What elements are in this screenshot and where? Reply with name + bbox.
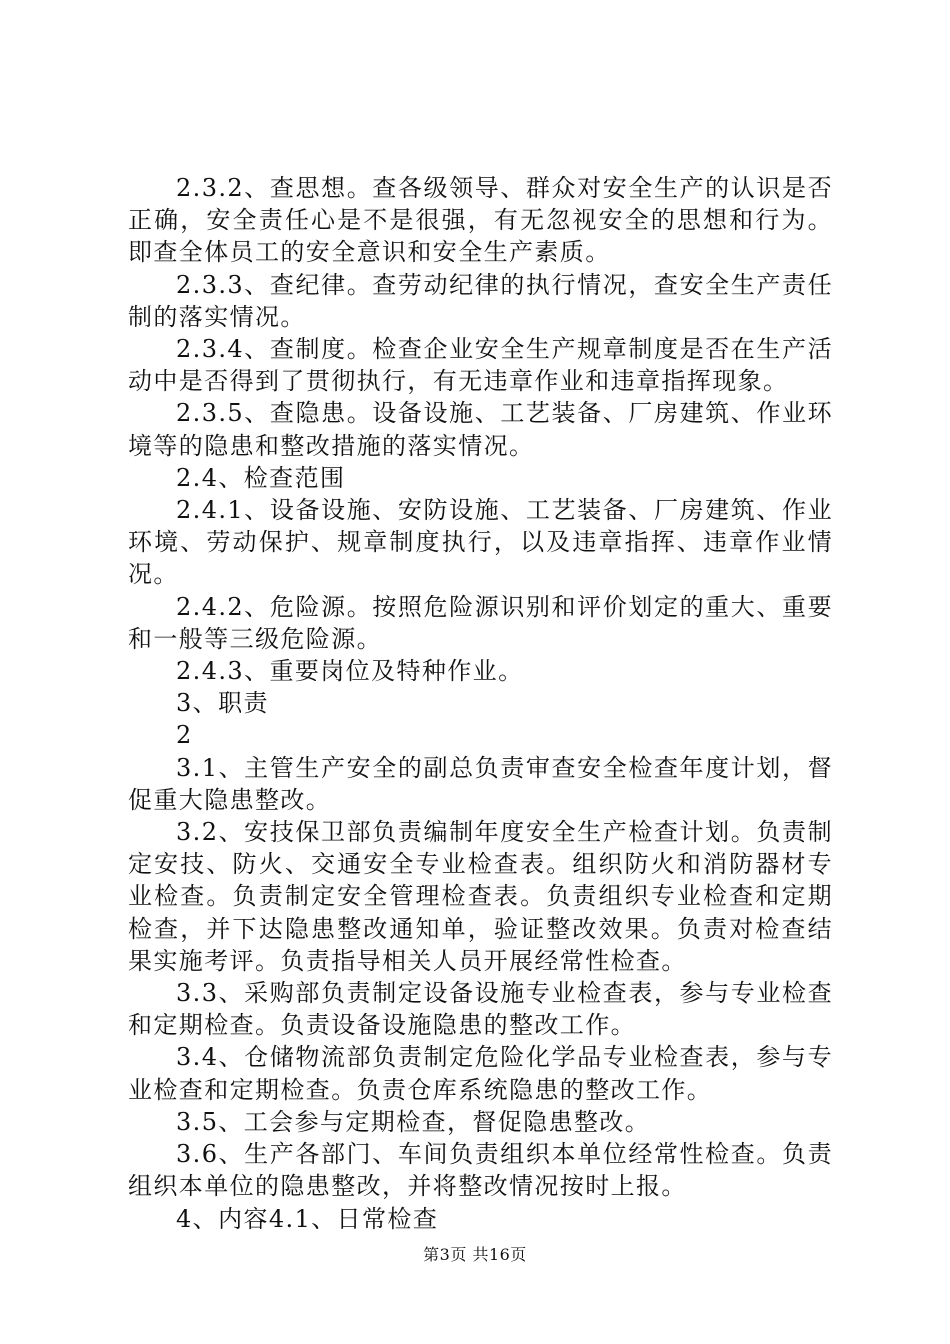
paragraph-3-3: 3.3、采购部负责制定设备设施专业检查表，参与专业检查和定期检查。负责设备设施隐患的整改工作。 (128, 979, 833, 1040)
paragraph-3-1: 3.1、主管生产安全的副总负责审查安全检查年度计划，督促重大隐患整改。 (128, 753, 833, 814)
paragraph-2-4-3: 2.4.3、重要岗位及特种作业。 (176, 657, 524, 686)
heading-2-4: 2.4、检查范围 (176, 463, 346, 492)
paragraph-3-2: 3.2、安技保卫部负责编制年度安全生产检查计划。负责制定安技、防火、交通安全专业检查表。组织防火和消防器材专业检查。负责制定安全管理检查表。负责组织专业检查和定期检查，并下达隐患整改通知单，验证整改效果。负责对检查结果实施考评。负责指导相关人员开展经常性检查。 (128, 818, 833, 975)
paragraph-2-3-5: 2.3.5、查隐患。设备设施、工艺装备、厂房建筑、作业环境等的隐患和整改措施的落实情况。 (128, 399, 833, 460)
document-body (128, 172, 833, 1235)
heading-4: 4、内容4.1、日常检查 (176, 1204, 439, 1233)
paragraph-2-3-4: 2.3.4、查制度。检查企业安全生产规章制度是否在生产活动中是否得到了贯彻执行，有无违章作业和违章指挥现象。 (128, 335, 833, 396)
stray-number: 2 (176, 721, 193, 750)
paragraph-3-5: 3.5、工会参与定期检查，督促隐患整改。 (176, 1107, 651, 1136)
paragraph-3-4: 3.4、仓储物流部负责制定危险化学品专业检查表，参与专业检查和定期检查。负责仓库系统隐患的整改工作。 (128, 1043, 833, 1104)
paragraph-3-6: 3.6、生产各部门、车间负责组织本单位经常性检查。负责组织本单位的隐患整改，并将整改情况按时上报。 (128, 1140, 833, 1201)
paragraph-2-3-2: 2.3.2、查思想。查各级领导、群众对安全生产的认识是否正确，安全责任心是不是很强，有无忽视安全的思想和行为。即查全体员工的安全意识和安全生产素质。 (128, 174, 833, 267)
page-footer: 第3页 共16页 (423, 1245, 527, 1264)
paragraph-2-4-2: 2.4.2、危险源。按照危险源识别和评价划定的重大、重要和一般等三级危险源。 (128, 592, 833, 653)
heading-3: 3、职责 (176, 689, 269, 718)
paragraph-2-4-1: 2.4.1、设备设施、安防设施、工艺装备、厂房建筑、作业环境、劳动保护、规章制度执行，以及违章指挥、违章作业情况。 (128, 496, 833, 589)
paragraph-2-3-3: 2.3.3、查纪律。查劳动纪律的执行情况，查安全生产责任制的落实情况。 (128, 270, 833, 331)
